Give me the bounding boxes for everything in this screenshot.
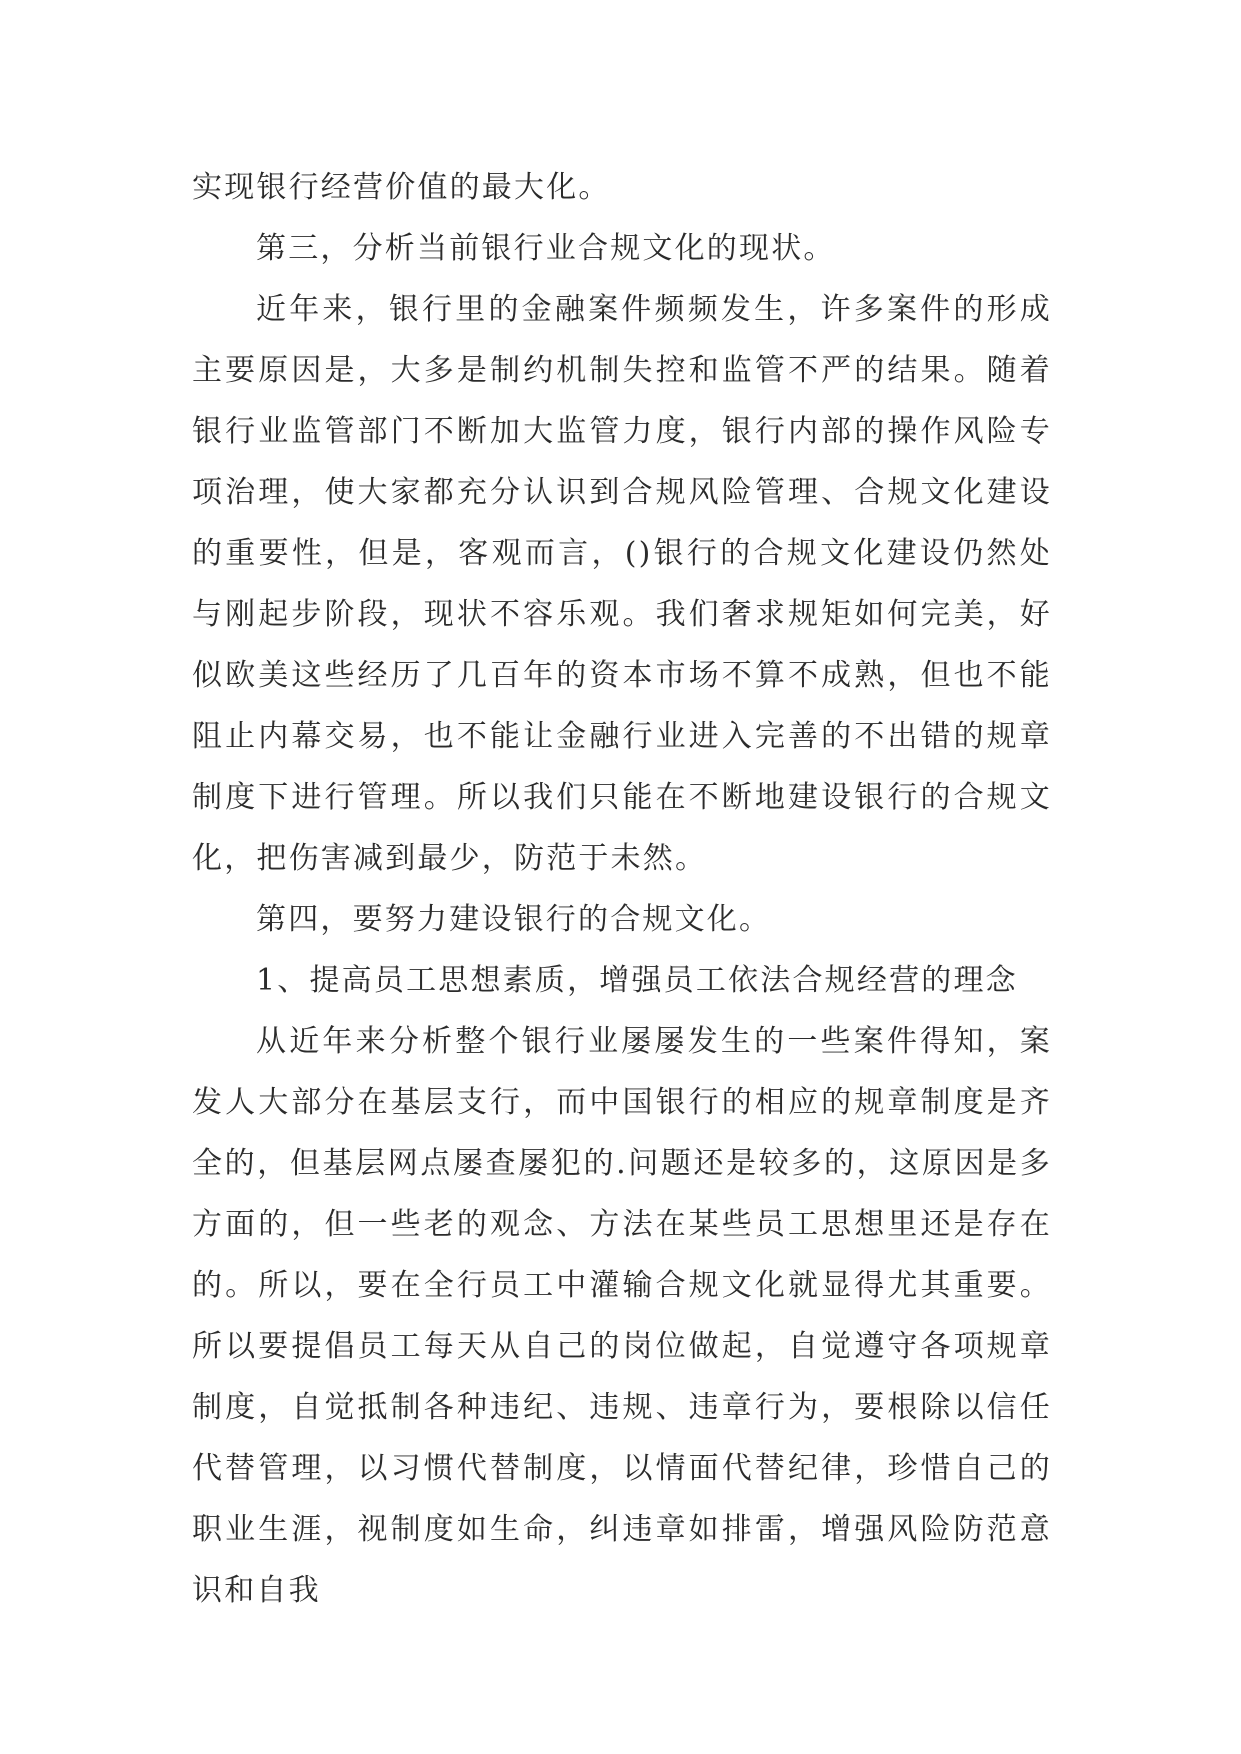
paragraph-2: 第三，分析当前银行业合规文化的现状。 <box>256 231 836 266</box>
paragraph-4: 第四，要努力建设银行的合规文化。 <box>256 902 772 937</box>
paragraph-1: 实现银行经营价值的最大化。 <box>192 170 611 205</box>
paragraph-5: 1、提高员工思想素质，增强员工依法合规经营的理念 <box>256 963 1018 998</box>
paragraph-6: 从近年来分析整个银行业屡屡发生的一些案件得知，案发人大部分在基层支行，而中国银行的相应的规章制度是齐全的，但基层网点屡查屡犯的.问题还是较多的，这原因是多方面的，但一些老的观念、方法在某些员工思想里还是存在的。所以，要在全行员工中灌输合规文化就显得尤其重要。所以要提倡员工每天从自己的岗位做起，自觉遵守各项规章制度，自觉抵制各种违纪、违规、违章行为，要根除以信任代替管理，以习惯代替制度，以情面代替纪律，珍惜自己的职业生涯，视制度如生命，纠违章如排雷，增强风险防范意识和自我 <box>192 1024 1052 1608</box>
document-body <box>192 157 1052 1621</box>
paragraph-3: 近年来，银行里的金融案件频频发生，许多案件的形成主要原因是，大多是制约机制失控和监管不严的结果。随着银行业监管部门不断加大监管力度，银行内部的操作风险专项治理，使大家都充分认识到合规风险管理、合规文化建设的重要性，但是，客观而言，()银行的合规文化建设仍然处与刚起步阶段，现状不容乐观。我们奢求规矩如何完美，好似欧美这些经历了几百年的资本市场不算不成熟，但也不能阻止内幕交易，也不能让金融行业进入完善的不出错的规章制度下进行管理。所以我们只能在不断地建设银行的合规文化，把伤害减到最少，防范于未然。 <box>192 292 1052 876</box>
